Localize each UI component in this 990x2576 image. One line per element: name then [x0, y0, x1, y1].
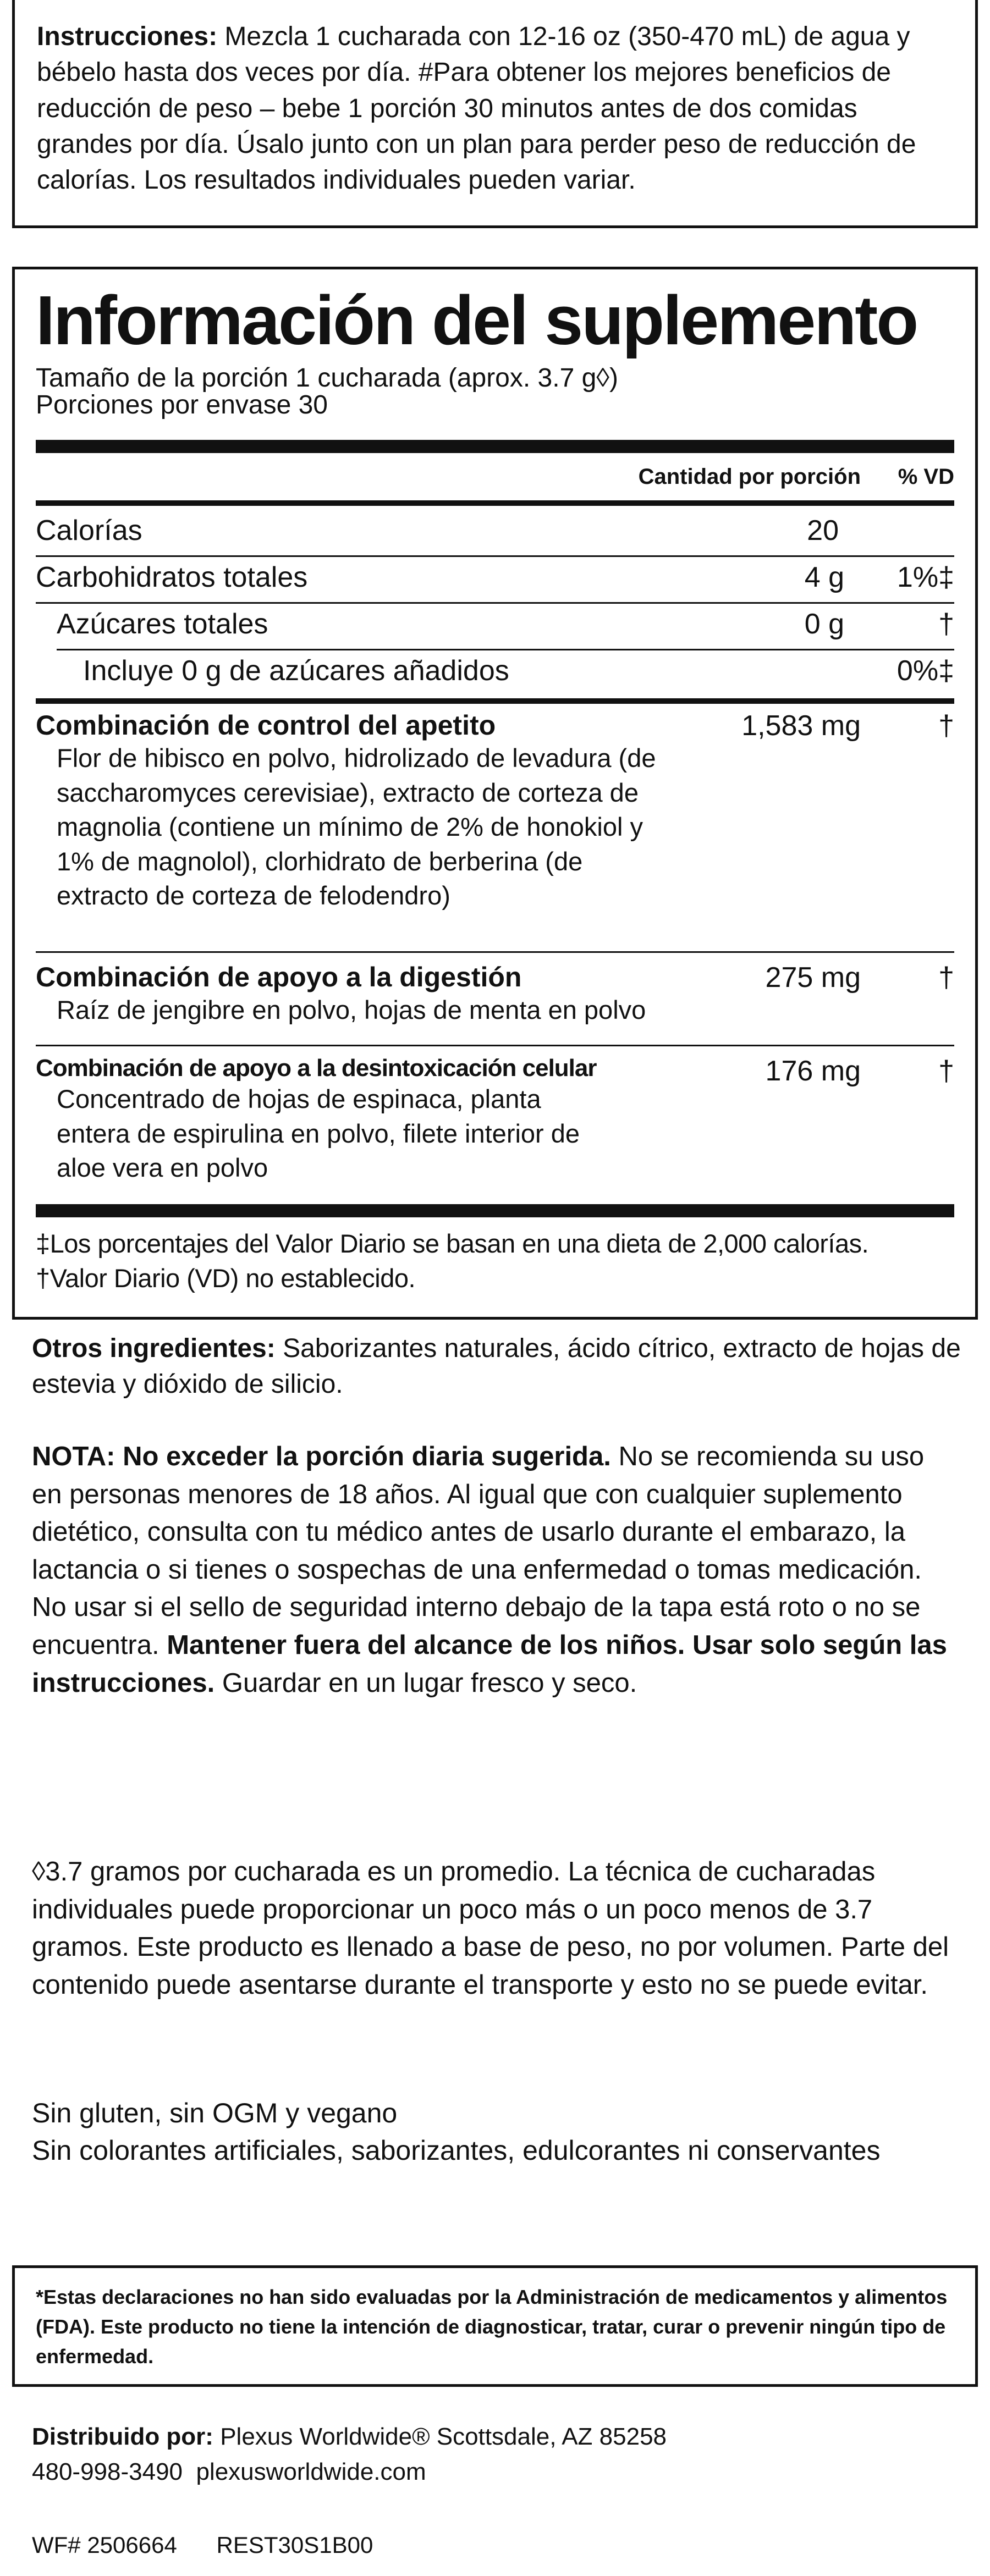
nutrient-amount: 0 g [804, 608, 844, 640]
blend-name: Combinación de apoyo a la desintoxicación celular [36, 1055, 597, 1082]
nutrient-row [36, 514, 954, 547]
servings-per-container: Porciones por envase 30 [36, 390, 328, 420]
note-bold-2: Mantener fuera del alcance de los niños. Usar solo según las instrucciones. [32, 1630, 947, 1698]
other-ingredients-text: Saborizantes naturales, ácido cítrico, extracto de hojas de estevia y dióxido de silicio. [32, 1334, 961, 1399]
note-text-2: Guardar en un lugar fresco y seco. [222, 1668, 637, 1698]
blend-ingredients: Raíz de jengibre en polvo, hojas de menta en polvo [57, 995, 646, 1024]
distributor-contact: 480-998-3490 plexusworldwide.com [32, 2458, 426, 2485]
lot-code: REST30S1B00 [216, 2532, 373, 2558]
row-divider [36, 951, 954, 953]
thick-divider [36, 1204, 954, 1217]
distributor-label: Distribuido por: [32, 2423, 213, 2450]
nutrient-name: Incluye 0 g de azúcares añadidos [83, 655, 509, 687]
distributor [32, 2419, 961, 2490]
row-divider [36, 1045, 954, 1046]
instructions-label: Instrucciones: [37, 22, 218, 51]
warning-note [32, 1438, 961, 1702]
instructions-text [37, 19, 953, 198]
nutrient-amount: 20 [807, 515, 839, 547]
distributor-text: Plexus Worldwide® Scottsdale, AZ 85258 [220, 2423, 667, 2450]
amount-header: Cantidad por porción [638, 465, 861, 489]
wf-code: WF# 2506664 [32, 2532, 177, 2558]
nutrient-row [57, 608, 954, 641]
instructions-box [12, 0, 978, 228]
nutrient-row [83, 654, 954, 687]
supplement-facts-panel [12, 267, 978, 1320]
nutrient-name: Calorías [36, 515, 142, 547]
instructions-body: Mezcla 1 cucharada con 12-16 oz (350-470 mL) de agua y bébelo hasta dos veces por día. #Para obtener los mejores beneficios de reducción de peso – bebe 1 porción 30 minutos antes de dos comidas grandes por día. Úsalo junto con un plan para perder peso de reducción de calorías. Los resultados individuales pueden variar. [37, 22, 916, 195]
blend-amount: 176 mg [765, 1055, 861, 1087]
blend-name: Combinación de control del apetito [36, 710, 496, 741]
blend-dv: † [938, 710, 954, 742]
nutrient-dv: 1%‡ [897, 561, 954, 593]
not-established-footnote: †Valor Diario (VD) no establecido. [36, 1264, 416, 1293]
blend-dv: † [938, 1055, 954, 1087]
blend-ingredients: Concentrado de hojas de espinaca, planta entera de espirulina en polvo, filete interior de aloe vera en polvo [57, 1084, 580, 1182]
nutrient-dv: † [938, 608, 954, 640]
facts-title: Información del suplemento [36, 282, 917, 359]
row-divider [36, 602, 954, 604]
blend-ingredients: Flor de hibisco en polvo, hidrolizado de levadura (de saccharomyces cerevisiae), extracto de corteza de magnolia (contiene un mínimo de 2% de honokiol y 1% de magnolol), clorhidrato de berberina (de extracto de corteza de felodendro) [57, 743, 656, 910]
blend-amount: 275 mg [765, 962, 861, 994]
product-claims [32, 2095, 961, 2169]
note-bold-1: NOTA: No exceder la porción diaria sugerida. [32, 1442, 611, 1471]
nutrient-amount: 4 g [804, 561, 844, 593]
blend-row [36, 961, 954, 1028]
blend-amount: 1,583 mg [741, 710, 861, 742]
other-ingredients [32, 1331, 961, 1403]
thick-divider [36, 440, 954, 453]
facts-footnotes [36, 1226, 954, 1296]
row-divider [36, 555, 954, 557]
medium-divider [36, 500, 954, 506]
claim-line-2: Sin colorantes artificiales, saborizantes, edulcorantes ni conservantes [32, 2134, 881, 2166]
blend-dv: † [938, 962, 954, 994]
product-codes [32, 2532, 961, 2558]
note-text-1: No se recomienda su uso en personas menores de 18 años. Al igual que con cualquier suplemento dietético, consulta con tu médico antes de usarlo durante el embarazo, la lactancia o si tienes o sospechas de una enfermedad o tomas medicación. No usar si el sello de seguridad interno debajo de la tapa está roto o no se encuentra. [32, 1442, 925, 1660]
scoop-weight-note: ◊3.7 gramos por cucharada es un promedio. La técnica de cucharadas individuales puede proporcionar un poco más o un poco menos de 3.7 gramos. Este producto es llenado a base de peso, no por volumen. Parte del contenido puede asentarse durante el transporte y esto no se puede evitar. [32, 1857, 949, 2000]
nutrient-dv: 0%‡ [897, 655, 954, 687]
fda-disclaimer-box [12, 2265, 978, 2387]
other-ingredients-label: Otros ingredientes: [32, 1334, 276, 1363]
dv-footnote: ‡Los porcentajes del Valor Diario se basan en una dieta de 2,000 calorías. [36, 1229, 869, 1258]
dv-header: % VD [898, 465, 954, 489]
row-divider [57, 649, 954, 650]
medium-divider [36, 698, 954, 704]
nutrient-row [36, 561, 954, 594]
serving-size: Tamaño de la porción 1 cucharada (aprox. 3.7 g◊) [36, 363, 618, 393]
fda-disclaimer: *Estas declaraciones no han sido evaluadas por la Administración de medicamentos y alimentos (FDA). Este producto no tiene la intención de diagnosticar, tratar, curar o prevenir ningún tipo de enfermedad. [36, 2286, 948, 2368]
blend-row [36, 709, 954, 913]
blend-name: Combinación de apoyo a la digestión [36, 962, 522, 992]
claim-line-1: Sin gluten, sin OGM y vegano [32, 2098, 398, 2128]
nutrient-name: Azúcares totales [57, 608, 268, 640]
nutrient-name: Carbohidratos totales [36, 561, 308, 593]
blend-row [36, 1055, 954, 1185]
